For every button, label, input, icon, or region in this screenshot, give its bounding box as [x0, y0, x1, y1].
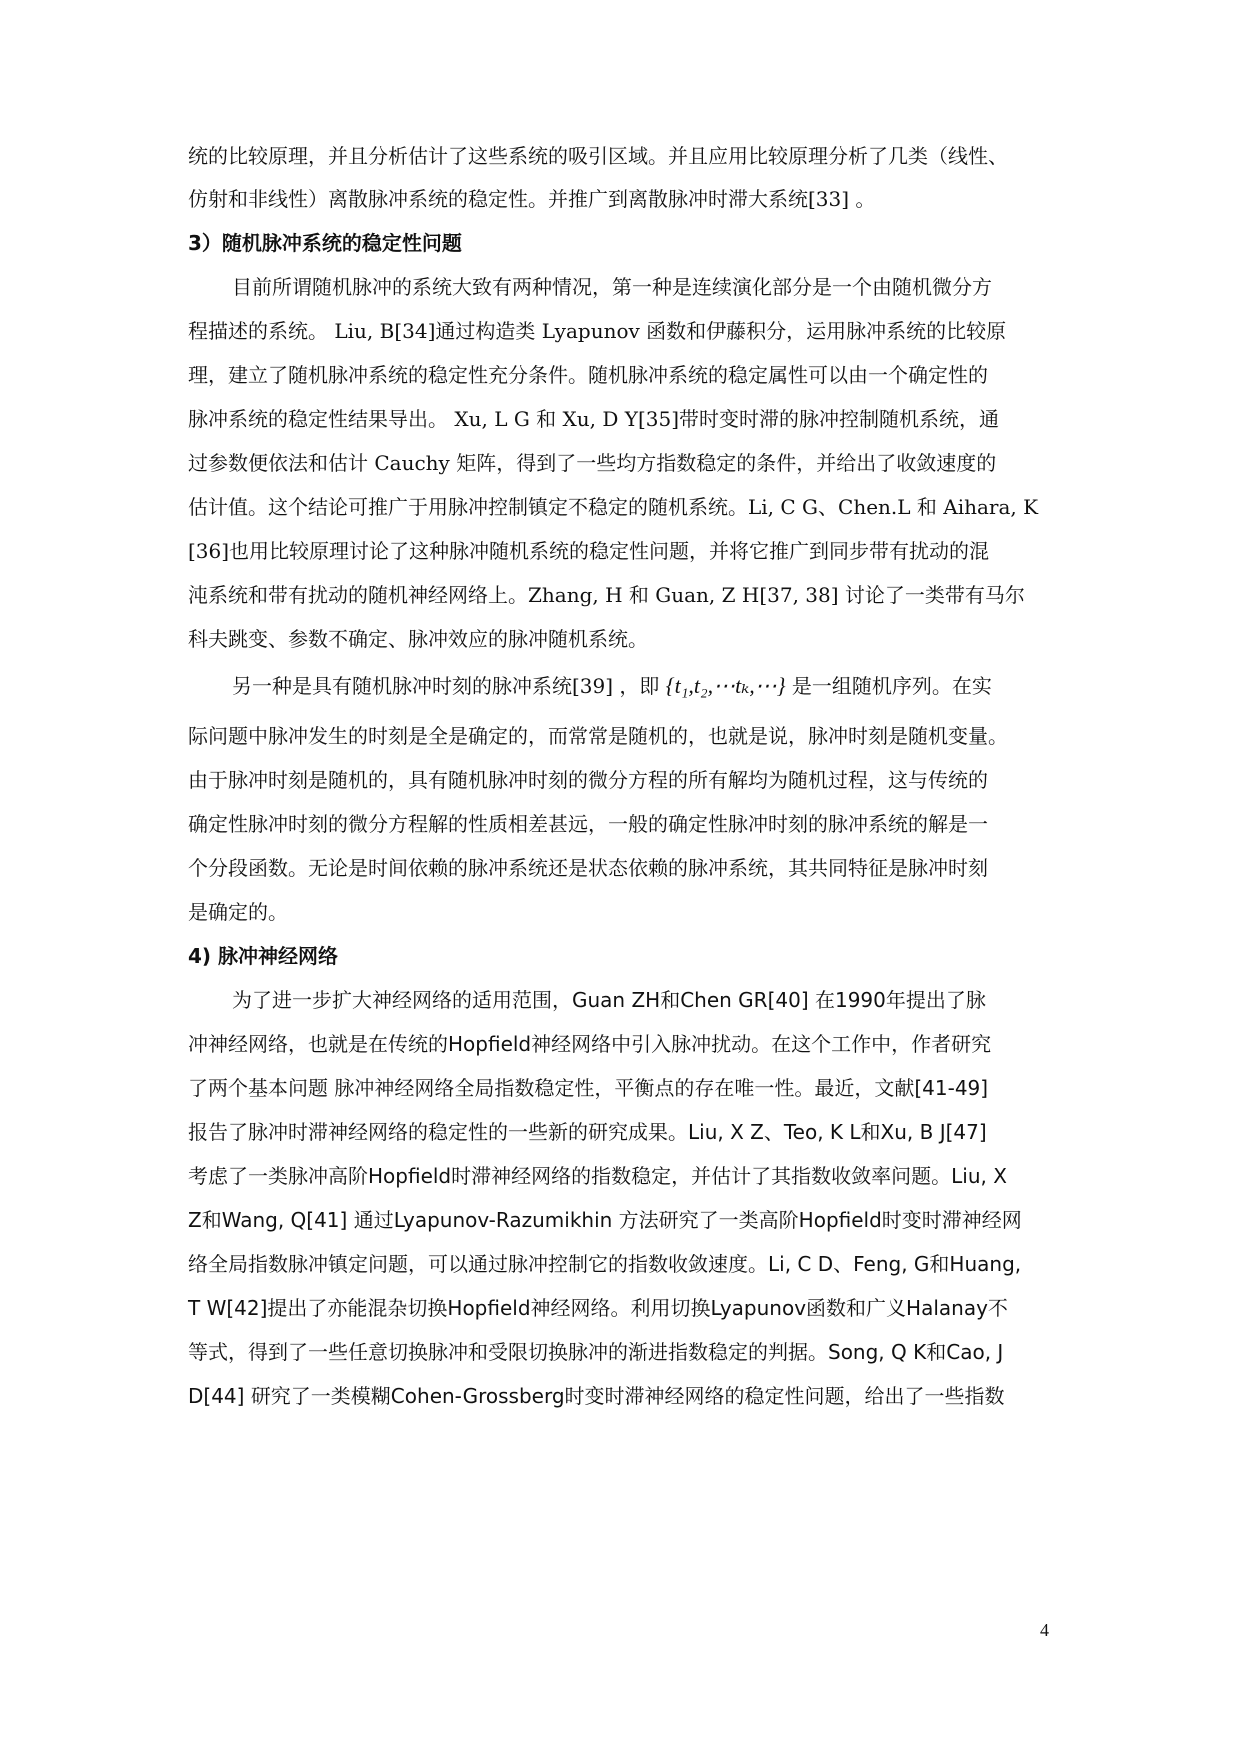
- text-line: 仿射和非线性）离散脉冲系统的稳定性。并推广到离散脉冲时滞大系统[33] 。: [188, 187, 876, 211]
- text-line: T W[42]提出了亦能混杂切换Hopfield神经网络。利用切换Lyapunov函数和广义Halanay不: [188, 1296, 1008, 1320]
- section-heading-4: 4) 脉冲神经网络: [188, 944, 339, 968]
- text-line: 程描述的系统。 Liu, B[34]通过构造类 Lyapunov 函数和伊藤积分，运用脉冲系统的比较原: [188, 319, 1007, 343]
- paragraph-start: 为了进一步扩大神经网络的适用范围，Guan ZH和Chen GR[40] 在1990年提出了脉: [232, 988, 986, 1012]
- text-line: Z和Wang, Q[41] 通过Lyapunov-Razumikhin 方法研究了一类高阶Hopfield时变时滞神经网: [188, 1208, 1022, 1232]
- text-line: 冲神经网络，也就是在传统的Hopfield神经网络中引入脉冲扰动。在这个工作中，作者研究: [188, 1032, 992, 1056]
- text-line: 沌系统和带有扰动的随机神经网络上。Zhang, H 和 Guan, Z H[37, 38] 讨论了一类带有马尔: [188, 583, 1025, 607]
- text-line: 统的比较原理，并且分析估计了这些系统的吸引区域。并且应用比较原理分析了几类（线性、: [188, 144, 1008, 168]
- text-span: 是一组随机序列。在实: [791, 674, 992, 698]
- text-line: 是确定的。: [188, 900, 288, 924]
- text-line: 际问题中脉冲发生的时刻是全是确定的，而常常是随机的，也就是说，脉冲时刻是随机变量。: [188, 724, 1008, 748]
- text-line: 等式，得到了一些任意切换脉冲和受限切换脉冲的渐进指数稳定的判据。Song, Q K和Cao, J: [188, 1340, 1004, 1364]
- text-line: 个分段函数。无论是时间依赖的脉冲系统还是状态依赖的脉冲系统，其共同特征是脉冲时刻: [188, 856, 988, 880]
- text-line: D[44] 研究了一类模糊Cohen-Grossberg时变时滞神经网络的稳定性问题，给出了一些指数: [188, 1384, 1005, 1408]
- paragraph-start-with-formula: [232, 672, 1068, 700]
- text-line: 考虑了一类脉冲高阶Hopfield时滞神经网络的指数稳定，并估计了其指数收敛率问题。Liu, X: [188, 1164, 1007, 1188]
- text-line: 估计值。这个结论可推广于用脉冲控制镇定不稳定的随机系统。Li, C G、Chen.L 和 Aihara, K: [188, 495, 1039, 519]
- text-line: 脉冲系统的稳定性结果导出。 Xu, L G 和 Xu, D Y[35]带时变时滞的脉冲控制随机系统，通: [188, 407, 1000, 431]
- paragraph-start: 目前所谓随机脉冲的系统大致有两种情况，第一种是连续演化部分是一个由随机微分方: [232, 275, 992, 299]
- random-sequence-formula: {t₁,t₂,⋯tₖ,⋯}: [665, 673, 786, 698]
- text-line: 确定性脉冲时刻的微分方程解的性质相差甚远，一般的确定性脉冲时刻的脉冲系统的解是一: [188, 812, 988, 836]
- text-line: [36]也用比较原理讨论了这种脉冲随机系统的稳定性问题，并将它推广到同步带有扰动的混: [188, 539, 990, 563]
- text-line: 由于脉冲时刻是随机的，具有随机脉冲时刻的微分方程的所有解均为随机过程，这与传统的: [188, 768, 988, 792]
- text-line: 过参数便依法和估计 Cauchy 矩阵，得到了一些均方指数稳定的条件，并给出了收敛速度的: [188, 451, 997, 475]
- text-line: 报告了脉冲时滞神经网络的稳定性的一些新的研究成果。Liu, X Z、Teo, K L和Xu, B J[47]: [188, 1120, 987, 1144]
- section-heading-3: 3）随机脉冲系统的稳定性问题: [188, 231, 462, 255]
- text-line: 了两个基本问题 脉冲神经网络全局指数稳定性，平衡点的存在唯一性。最近，文献[41-49]: [188, 1076, 989, 1100]
- page-number: 4: [1040, 1620, 1049, 1640]
- text-span: 另一种是具有随机脉冲时刻的脉冲系统[39] ，即: [232, 674, 660, 698]
- text-line: 络全局指数脉冲镇定问题，可以通过脉冲控制它的指数收敛速度。Li, C D、Feng, G和Huang,: [188, 1252, 1022, 1276]
- text-line: 科夫跳变、参数不确定、脉冲效应的脉冲随机系统。: [188, 627, 648, 651]
- text-line: 理，建立了随机脉冲系统的稳定性充分条件。随机脉冲系统的稳定属性可以由一个确定性的: [188, 363, 988, 387]
